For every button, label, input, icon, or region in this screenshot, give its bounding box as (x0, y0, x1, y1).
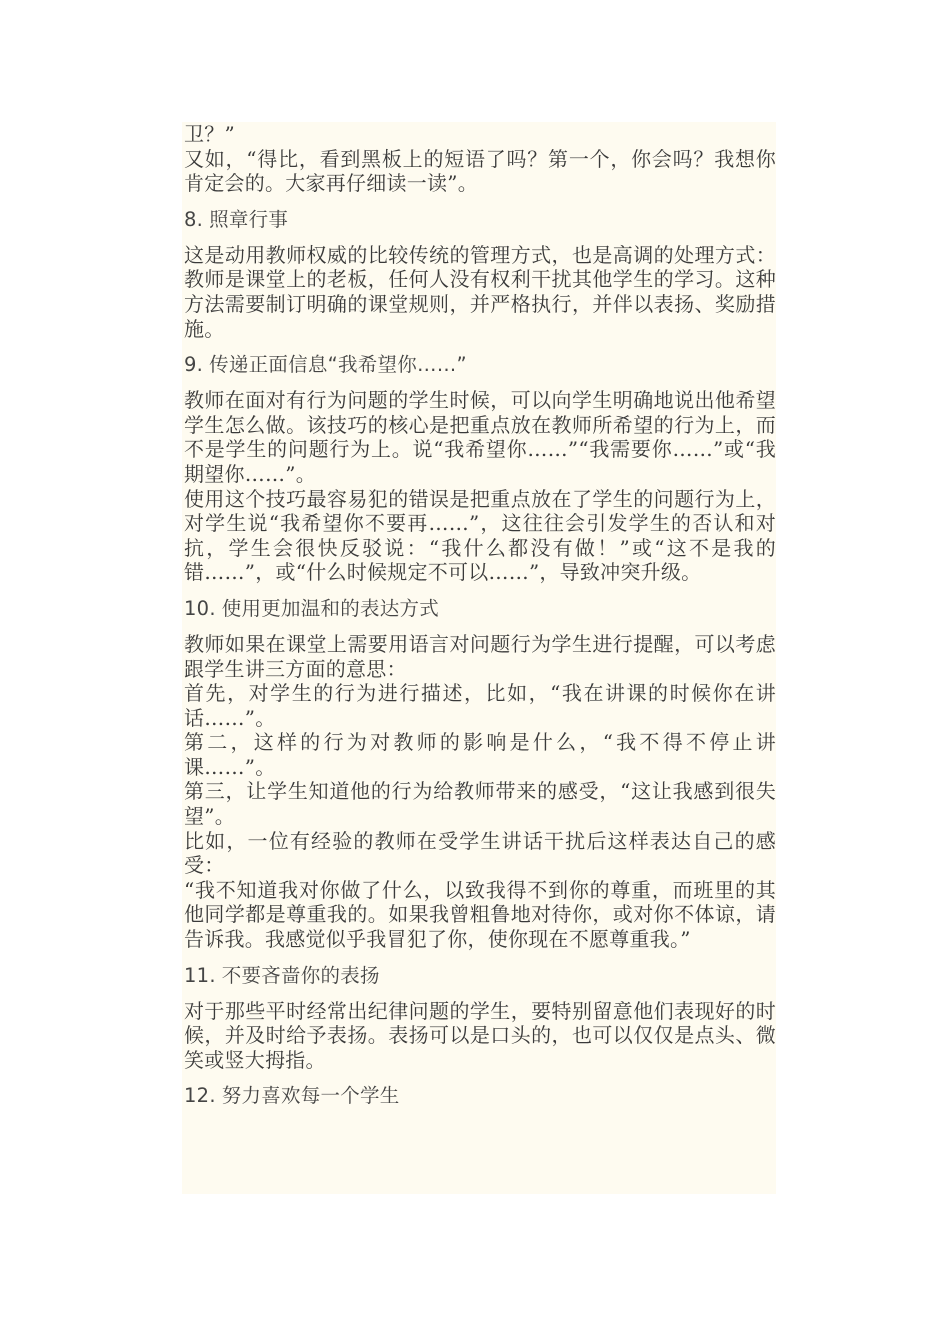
section-title: 传递正面信息“我希望你……” (209, 353, 467, 377)
paragraph: 教师在面对有行为问题的学生时候，可以向学生明确地说出他希望学生怎么做。该技巧的核心是把重点放在教师所希望的行为上，而不是学生的问题行为上。说“我希望你……”“我需要你……”或“我期望你……”。 (184, 388, 776, 486)
paragraph: 对于那些平时经常出纪律问题的学生，要特别留意他们表现好的时候，并及时给予表扬。表扬可以是口头的，也可以仅仅是点头、微笑或竖大拇指。 (184, 998, 776, 1072)
section-title: 使用更加温和的表达方式 (221, 596, 440, 620)
paragraph: 教师如果在课堂上需要用语言对问题行为学生进行提醒，可以考虑跟学生讲三方面的意思： (184, 631, 776, 681)
paragraph: 卫？” (184, 122, 235, 146)
paragraph: 第三，让学生知道他的行为给教师带来的感受，“这让我感到很失望”。 (184, 779, 776, 829)
paragraph: 比如，一位有经验的教师在受学生讲话干扰后这样表达自己的感受： (184, 828, 776, 878)
paragraph: 首先，对学生的行为进行描述，比如，“我在讲课的时候你在讲话……”。 (184, 681, 776, 730)
section-number: 9. (184, 353, 204, 377)
section-number: 11. (184, 963, 216, 987)
section-heading (184, 208, 776, 232)
section-heading (184, 597, 776, 621)
section-title: 努力喜欢每一个学生 (221, 1084, 400, 1108)
section-title: 照章行事 (209, 207, 289, 231)
section-number: 8. (184, 207, 204, 231)
paragraph: 第二，这样的行为对教师的影响是什么，“我不得不停止讲课……”。 (184, 730, 776, 779)
paragraph: 又如，“得比，看到黑板上的短语了吗？第一个，你会吗？我想你肯定会的。大家再仔细读一读”。 (184, 146, 776, 196)
section-heading (184, 1084, 776, 1108)
section-title: 不要吝啬你的表扬 (221, 963, 380, 987)
paragraph: 使用这个技巧最容易犯的错误是把重点放在了学生的问题行为上，对学生说“我希望你不要再……”，这往往会引发学生的否认和对抗，学生会很快反驳说：“我什么都没有做！”或“这不是我的错……”，或“什么时候规定不可以……”，导致冲突升级。 (184, 486, 776, 585)
section-heading (184, 353, 776, 377)
section-number: 12. (184, 1084, 216, 1108)
section-number: 10. (184, 596, 216, 620)
document-body (184, 122, 776, 1119)
section-heading (184, 964, 776, 988)
paragraph: 这是动用教师权威的比较传统的管理方式，也是高调的处理方式：教师是课堂上的老板，任何人没有权利干扰其他学生的学习。这种方法需要制订明确的课堂规则，并严格执行，并伴以表扬、奖励措施。 (184, 242, 776, 341)
paragraph: “我不知道我对你做了什么，以致我得不到你的尊重，而班里的其他同学都是尊重我的。如果我曾粗鲁地对待你，或对你不体谅，请告诉我。我感觉似乎我冒犯了你，使你现在不愿尊重我。” (184, 877, 776, 952)
